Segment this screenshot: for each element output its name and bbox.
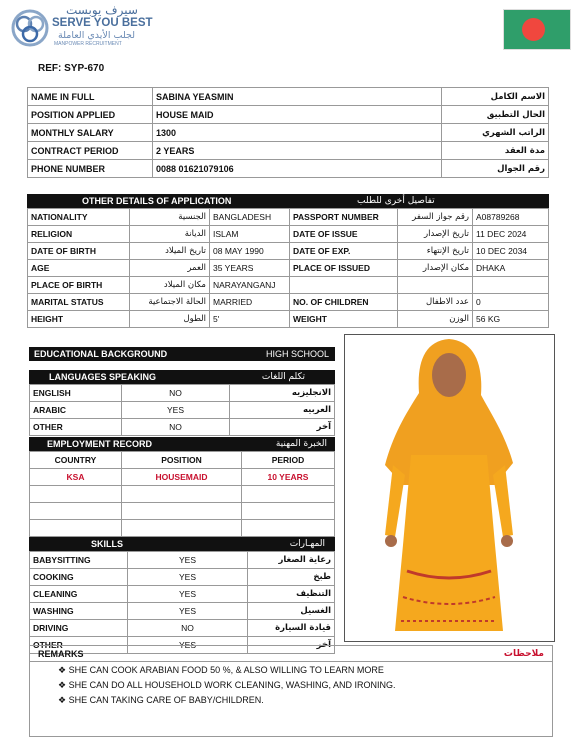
other-details-row bbox=[28, 311, 549, 328]
skill-name-ar: التنظيف bbox=[248, 586, 335, 603]
language-value: NO bbox=[122, 419, 230, 436]
personal-label: NAME IN FULL bbox=[28, 88, 153, 106]
skill-row bbox=[30, 603, 335, 620]
other-value-left: BANGLADESH bbox=[210, 209, 290, 226]
skills-header bbox=[29, 537, 335, 551]
other-label-right-ar: مكان الإصدار bbox=[398, 260, 473, 277]
employment-empty-row bbox=[30, 486, 335, 503]
other-value-right: 56 KG bbox=[473, 311, 549, 328]
remarks-title: REMARKS bbox=[38, 649, 84, 659]
personal-row bbox=[28, 142, 549, 160]
other-label-left-ar: الطول bbox=[130, 311, 210, 328]
other-label-left: DATE OF BIRTH bbox=[28, 243, 130, 260]
skill-name-ar: آخر bbox=[248, 637, 335, 654]
employment-column-header: COUNTRY bbox=[30, 452, 122, 469]
other-details-title: OTHER DETAILS OF APPLICATION bbox=[82, 196, 232, 206]
language-value: NO bbox=[122, 385, 230, 402]
personal-label-ar: الراتب الشهري bbox=[442, 124, 549, 142]
employment-country: KSA bbox=[30, 469, 122, 486]
other-details-row bbox=[28, 260, 549, 277]
candidate-photo bbox=[344, 334, 555, 642]
employment-header bbox=[29, 437, 335, 451]
other-label-left-ar: العمر bbox=[130, 260, 210, 277]
skill-value: YES bbox=[128, 603, 248, 620]
other-value-right: 0 bbox=[473, 294, 549, 311]
education-bar bbox=[29, 347, 335, 361]
languages-title-ar: تكلم اللغات bbox=[261, 372, 305, 382]
skill-name: OTHER bbox=[30, 637, 128, 654]
other-label-left: HEIGHT bbox=[28, 311, 130, 328]
skills-title: SKILLS bbox=[91, 539, 124, 549]
language-row bbox=[30, 419, 335, 436]
other-value-right: 10 DEC 2034 bbox=[473, 243, 549, 260]
language-name: OTHER bbox=[30, 419, 122, 436]
other-label-right bbox=[290, 277, 398, 294]
personal-value: HOUSE MAID bbox=[153, 106, 442, 124]
other-label-right: DATE OF ISSUE bbox=[290, 226, 398, 243]
skill-name: WASHING bbox=[30, 603, 128, 620]
language-row bbox=[30, 385, 335, 402]
other-label-left: AGE bbox=[28, 260, 130, 277]
other-value-left: ISLAM bbox=[210, 226, 290, 243]
skill-name: CLEANING bbox=[30, 586, 128, 603]
skill-value: YES bbox=[128, 586, 248, 603]
other-label-right: DATE OF EXP. bbox=[290, 243, 398, 260]
other-label-right-ar: تاريخ الإصدار bbox=[398, 226, 473, 243]
skill-name-ar: طبخ bbox=[248, 569, 335, 586]
empty-cell bbox=[242, 486, 335, 503]
personal-value: 0088 01621079106 bbox=[153, 160, 442, 178]
education-value: HIGH SCHOOL bbox=[265, 349, 329, 359]
education-label: EDUCATIONAL BACKGROUND bbox=[34, 349, 168, 359]
employment-empty-row bbox=[30, 503, 335, 520]
empty-cell bbox=[122, 503, 242, 520]
employment-column-header: POSITION bbox=[122, 452, 242, 469]
skill-value: YES bbox=[128, 552, 248, 569]
logo-emblem-icon bbox=[10, 8, 50, 48]
personal-info-table bbox=[27, 87, 549, 178]
empty-cell bbox=[30, 486, 122, 503]
personal-label-ar: مدة العقد bbox=[442, 142, 549, 160]
personal-label-ar: الاسم الكامل bbox=[442, 88, 549, 106]
other-details-title-ar: تفاصيل أخرى للطلب bbox=[357, 196, 435, 206]
remark-item bbox=[58, 663, 395, 678]
remarks-title-ar: ملاحظات bbox=[503, 649, 544, 659]
other-label-left: NATIONALITY bbox=[28, 209, 130, 226]
skill-value: YES bbox=[128, 637, 248, 654]
remarks-box bbox=[29, 645, 553, 737]
language-value: YES bbox=[122, 402, 230, 419]
other-details-row bbox=[28, 277, 549, 294]
language-row bbox=[30, 402, 335, 419]
other-label-left: MARITAL STATUS bbox=[28, 294, 130, 311]
other-label-right: PASSPORT NUMBER bbox=[290, 209, 398, 226]
other-label-left-ar: تاريخ الميلاد bbox=[130, 243, 210, 260]
empty-cell bbox=[242, 520, 335, 537]
other-details-header bbox=[27, 194, 549, 208]
reference-number: REF: SYP-670 bbox=[38, 63, 105, 74]
other-label-right-ar: عدد الاطفال bbox=[398, 294, 473, 311]
language-name-ar: الانجليزيه bbox=[230, 385, 335, 402]
skill-value: YES bbox=[128, 569, 248, 586]
skill-name-ar: قيادة السيارة bbox=[248, 620, 335, 637]
languages-title: LANGUAGES SPEAKING bbox=[49, 372, 157, 382]
language-name: ARABIC bbox=[30, 402, 122, 419]
skill-name-ar: رعاية الصغار bbox=[248, 552, 335, 569]
other-label-right-ar bbox=[398, 277, 473, 294]
skills-title-ar: المهـارات bbox=[289, 539, 325, 549]
empty-cell bbox=[242, 503, 335, 520]
other-label-left-ar: الجنسية bbox=[130, 209, 210, 226]
other-value-right: DHAKA bbox=[473, 260, 549, 277]
other-label-right-ar: رقم جواز السفر bbox=[398, 209, 473, 226]
remark-item bbox=[58, 693, 395, 708]
personal-value: 2 YEARS bbox=[153, 142, 442, 160]
skill-value: NO bbox=[128, 620, 248, 637]
company-logo bbox=[8, 4, 168, 50]
personal-label: CONTRACT PERIOD bbox=[28, 142, 153, 160]
other-label-left-ar: مكان الميلاد bbox=[130, 277, 210, 294]
personal-row bbox=[28, 160, 549, 178]
personal-row bbox=[28, 88, 549, 106]
personal-label: MONTHLY SALARY bbox=[28, 124, 153, 142]
remark-text: SHE CAN DO ALL HOUSEHOLD WORK CLEANING, WASHING, AND IRONING. bbox=[68, 680, 396, 690]
personal-label: POSITION APPLIED bbox=[28, 106, 153, 124]
skill-row bbox=[30, 569, 335, 586]
skill-name: COOKING bbox=[30, 569, 128, 586]
skill-row bbox=[30, 620, 335, 637]
skill-name: DRIVING bbox=[30, 620, 128, 637]
personal-row bbox=[28, 124, 549, 142]
skill-row bbox=[30, 586, 335, 603]
other-details-row bbox=[28, 226, 549, 243]
other-value-left: 35 YEARS bbox=[210, 260, 290, 277]
other-label-left-ar: الديانة bbox=[130, 226, 210, 243]
remark-item bbox=[58, 678, 395, 693]
other-details-table bbox=[27, 208, 549, 328]
other-details-row bbox=[28, 243, 549, 260]
other-value-right: 11 DEC 2024 bbox=[473, 226, 549, 243]
employment-title: EMPLOYMENT RECORD bbox=[47, 439, 153, 449]
skills-table bbox=[29, 551, 335, 654]
employment-position: HOUSEMAID bbox=[122, 469, 242, 486]
personal-label-ar: الحال التطبيق bbox=[442, 106, 549, 124]
skill-row bbox=[30, 552, 335, 569]
empty-cell bbox=[30, 503, 122, 520]
other-label-left: PLACE OF BIRTH bbox=[28, 277, 130, 294]
personal-value: 1300 bbox=[153, 124, 442, 142]
logo-subtitle: MANPOWER RECRUITMENT bbox=[54, 41, 122, 47]
other-value-right bbox=[473, 277, 549, 294]
logo-arabic-top: سيرف يوبست bbox=[66, 3, 138, 17]
other-details-row bbox=[28, 209, 549, 226]
language-name: ENGLISH bbox=[30, 385, 122, 402]
employment-title-ar: الخبرة المهنية bbox=[275, 439, 327, 449]
other-label-left-ar: الحالة الاجتماعية bbox=[130, 294, 210, 311]
employment-column-header: PERIOD bbox=[242, 452, 335, 469]
languages-table bbox=[29, 384, 335, 436]
employment-row bbox=[30, 469, 335, 486]
other-label-right: NO. OF CHILDREN bbox=[290, 294, 398, 311]
remark-text: SHE CAN TAKING CARE OF BABY/CHILDREN. bbox=[68, 695, 264, 705]
employment-header-row bbox=[30, 452, 335, 469]
other-label-right: WEIGHT bbox=[290, 311, 398, 328]
bangladesh-flag bbox=[503, 9, 571, 50]
empty-cell bbox=[30, 520, 122, 537]
language-name-ar: آخر bbox=[230, 419, 335, 436]
employment-period: 10 YEARS bbox=[242, 469, 335, 486]
diamond-bullet-icon: ❖ bbox=[58, 695, 69, 705]
other-value-left: 08 MAY 1990 bbox=[210, 243, 290, 260]
other-label-right-ar: الوزن bbox=[398, 311, 473, 328]
logo-english: SERVE YOU BEST bbox=[52, 17, 153, 29]
personal-label-ar: رقم الجوال bbox=[442, 160, 549, 178]
other-value-left: NARAYANGANJ bbox=[210, 277, 290, 294]
other-details-row bbox=[28, 294, 549, 311]
languages-header bbox=[29, 370, 335, 384]
flag-circle-icon bbox=[522, 18, 545, 41]
other-value-left: MARRIED bbox=[210, 294, 290, 311]
skill-name: BABYSITTING bbox=[30, 552, 128, 569]
personal-label: PHONE NUMBER bbox=[28, 160, 153, 178]
personal-row bbox=[28, 106, 549, 124]
other-label-right-ar: تاريخ الإنتهاء bbox=[398, 243, 473, 260]
other-value-right: A08789268 bbox=[473, 209, 549, 226]
diamond-bullet-icon: ❖ bbox=[58, 665, 69, 675]
skill-name-ar: الغسيل bbox=[248, 603, 335, 620]
logo-arabic-bottom: لجلب الأيدي العاملة bbox=[58, 30, 136, 41]
employment-empty-row bbox=[30, 520, 335, 537]
personal-value: SABINA YEASMIN bbox=[153, 88, 442, 106]
empty-cell bbox=[122, 520, 242, 537]
other-label-left: RELIGION bbox=[28, 226, 130, 243]
other-label-right: PLACE OF ISSUED bbox=[290, 260, 398, 277]
person-figure-icon bbox=[345, 335, 554, 641]
other-value-left: 5' bbox=[210, 311, 290, 328]
diamond-bullet-icon: ❖ bbox=[58, 680, 69, 690]
employment-table bbox=[29, 451, 335, 537]
remark-text: SHE CAN COOK ARABIAN FOOD 50 %, & ALSO WILLING TO LEARN MORE bbox=[68, 665, 384, 675]
remarks-list bbox=[58, 663, 395, 708]
language-name-ar: العربيه bbox=[230, 402, 335, 419]
empty-cell bbox=[122, 486, 242, 503]
